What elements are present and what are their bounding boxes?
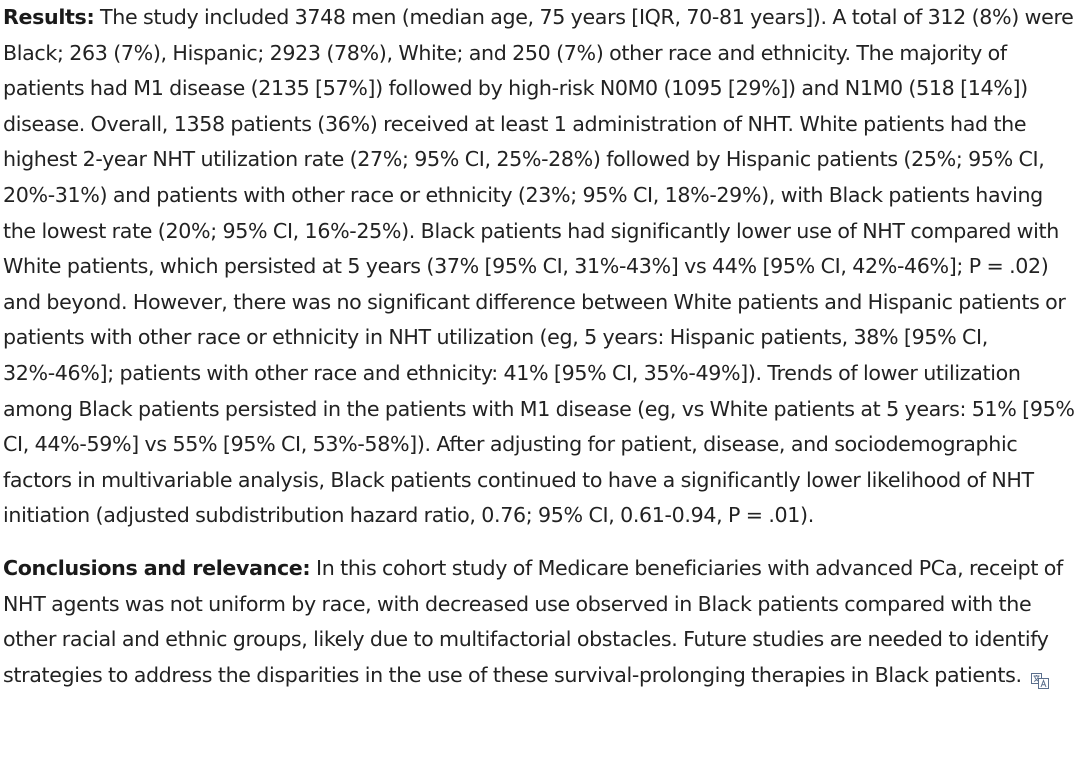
results-paragraph	[3, 0, 1077, 534]
conclusions-text: In this cohort study of Medicare beneficiaries with advanced PCa, receipt of NHT agents was not uniform by race, with decreased use observed in Black patients compared with the other racial and ethnic groups, likely due to multifactorial obstacles. Future studies are needed to identify strategies to address the disparities in the use of these survival-prolonging therapies in Black patients.	[3, 555, 1063, 687]
results-heading: Results:	[3, 5, 95, 29]
translate-icon-graphic	[1031, 673, 1049, 689]
results-text: The study included 3748 men (median age, 75 years [IQR, 70-81 years]). A total of 312 (8%) were Black; 263 (7%), Hispanic; 2923 (78%), White; and 250 (7%) other race and ethnicity. The majority of patients had M1 disease (2135 [57%]) followed by high-risk N0M0 (1095 [29%]) and N1M0 (518 [14%]) disease. Overall, 1358 patients (36%) received at least 1 administration of NHT. White patients had the highest 2-year NHT utilization rate (27%; 95% CI, 25%-28%) followed by Hispanic patients (25%; 95% CI, 20%-31%) and patients with other race or ethnicity (23%; 95% CI, 18%-29%), with Black patients having the lowest rate (20%; 95% CI, 16%-25%). Black patients had significantly lower use of NHT compared with White patients, which persisted at 5 years (37% [95% CI, 31%-43%] vs 44% [95% CI, 42%-46%]; P = .02) and beyond. However, there was no significant difference between White patients and Hispanic patients or patients with other race or ethnicity in NHT utilization (eg, 5 years: Hispanic patients, 38% [95% CI, 32%-46%]; patients with other race and ethnicity: 41% [95% CI, 35%-49%]). Trends of lower utilization among Black patients persisted in the patients with M1 disease (eg, vs White patients at 5 years: 51% [95% CI, 44%-59%] vs 55% [95% CI, 53%-58%]). After adjusting for patient, disease, and sociodemographic factors in multivariable analysis, Black patients continued to have a significantly lower likelihood of NHT initiation (adjusted subdistribution hazard ratio, 0.76; 95% CI, 0.61-0.94, P = .01).	[3, 5, 1075, 528]
conclusions-heading: Conclusions and relevance:	[3, 555, 311, 580]
conclusions-paragraph	[3, 551, 1077, 693]
translate-icon[interactable]	[1031, 665, 1049, 681]
abstract	[3, 0, 1077, 693]
